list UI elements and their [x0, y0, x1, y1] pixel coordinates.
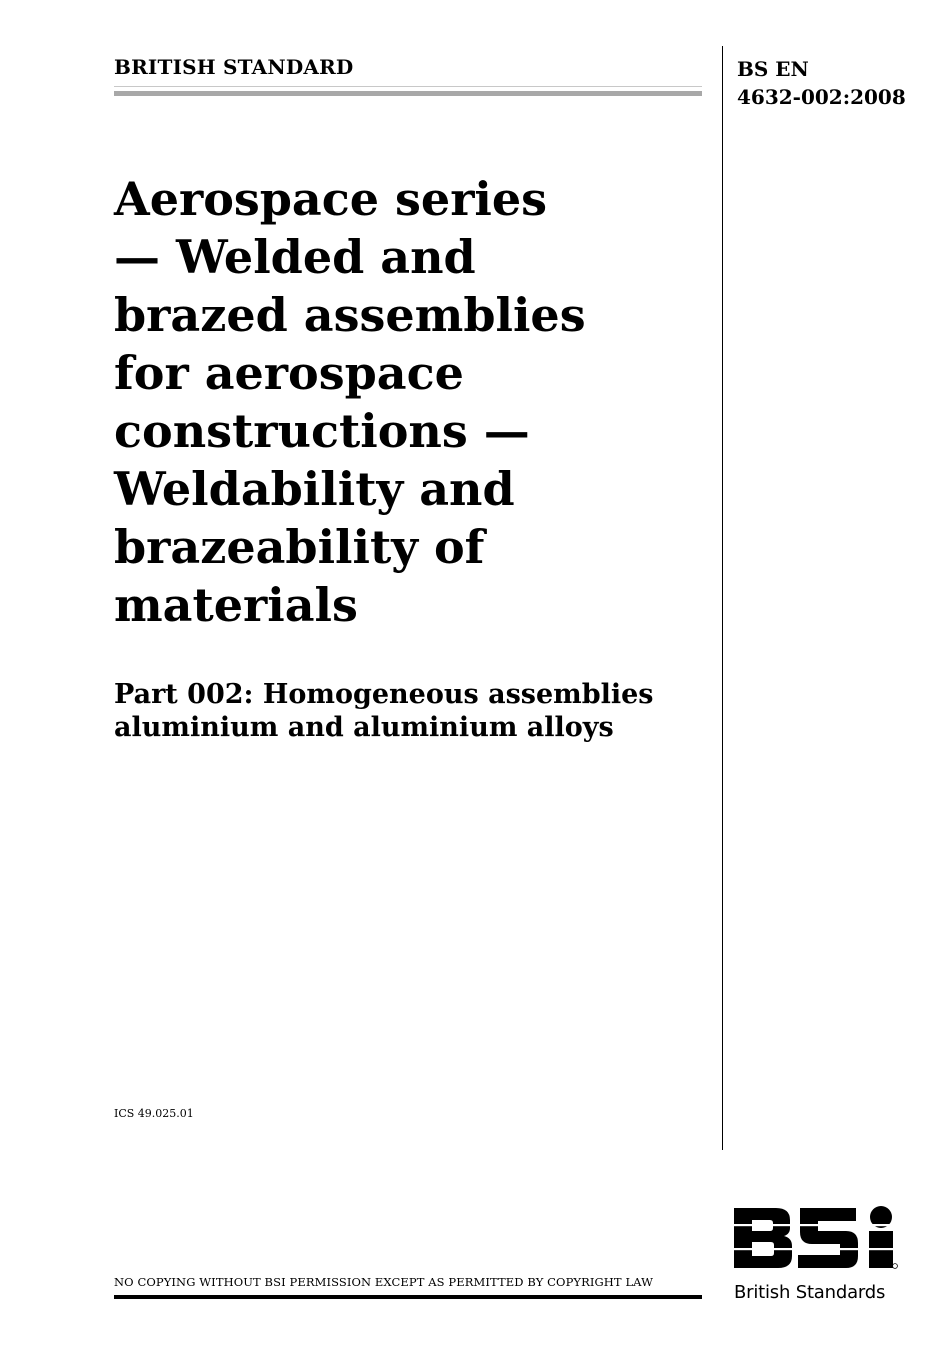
standard-number-line-2: 4632-002:2008 — [737, 85, 906, 109]
column-divider — [722, 46, 723, 1150]
bsi-logo-letter-i — [869, 1206, 893, 1268]
document-title — [114, 170, 674, 634]
header-rule-thin — [114, 86, 702, 87]
title-line: brazeability of — [114, 520, 485, 574]
title-line: Aerospace series — [114, 172, 548, 226]
standard-number-line-1: BS EN — [737, 57, 809, 81]
bsi-logo-letter-b — [734, 1208, 792, 1268]
registered-mark-icon — [893, 1264, 898, 1269]
title-line: — Welded and — [114, 230, 476, 284]
title-line: for aerospace — [114, 346, 464, 400]
subtitle-line: aluminium and aluminium alloys — [114, 712, 614, 743]
footer-rule — [114, 1295, 702, 1299]
document-type-label: BRITISH STANDARD — [114, 55, 354, 79]
standard-number — [737, 55, 906, 111]
title-line: constructions — — [114, 404, 530, 458]
copyright-notice: NO COPYING WITHOUT BSI PERMISSION EXCEPT AS PERMITTED BY COPYRIGHT LAW — [114, 1275, 654, 1289]
title-line: materials — [114, 578, 358, 632]
title-line: brazed assemblies — [114, 288, 586, 342]
title-line: Weldability and — [114, 462, 515, 516]
bsi-logo-letter-s — [798, 1208, 858, 1268]
ics-code: ICS 49.025.01 — [114, 1107, 194, 1120]
bsi-logo-caption: British Standards — [734, 1282, 886, 1303]
header-rule-thick — [114, 91, 702, 96]
subtitle-line: Part 002: Homogeneous assemblies — [114, 679, 654, 710]
document-subtitle — [114, 678, 704, 744]
